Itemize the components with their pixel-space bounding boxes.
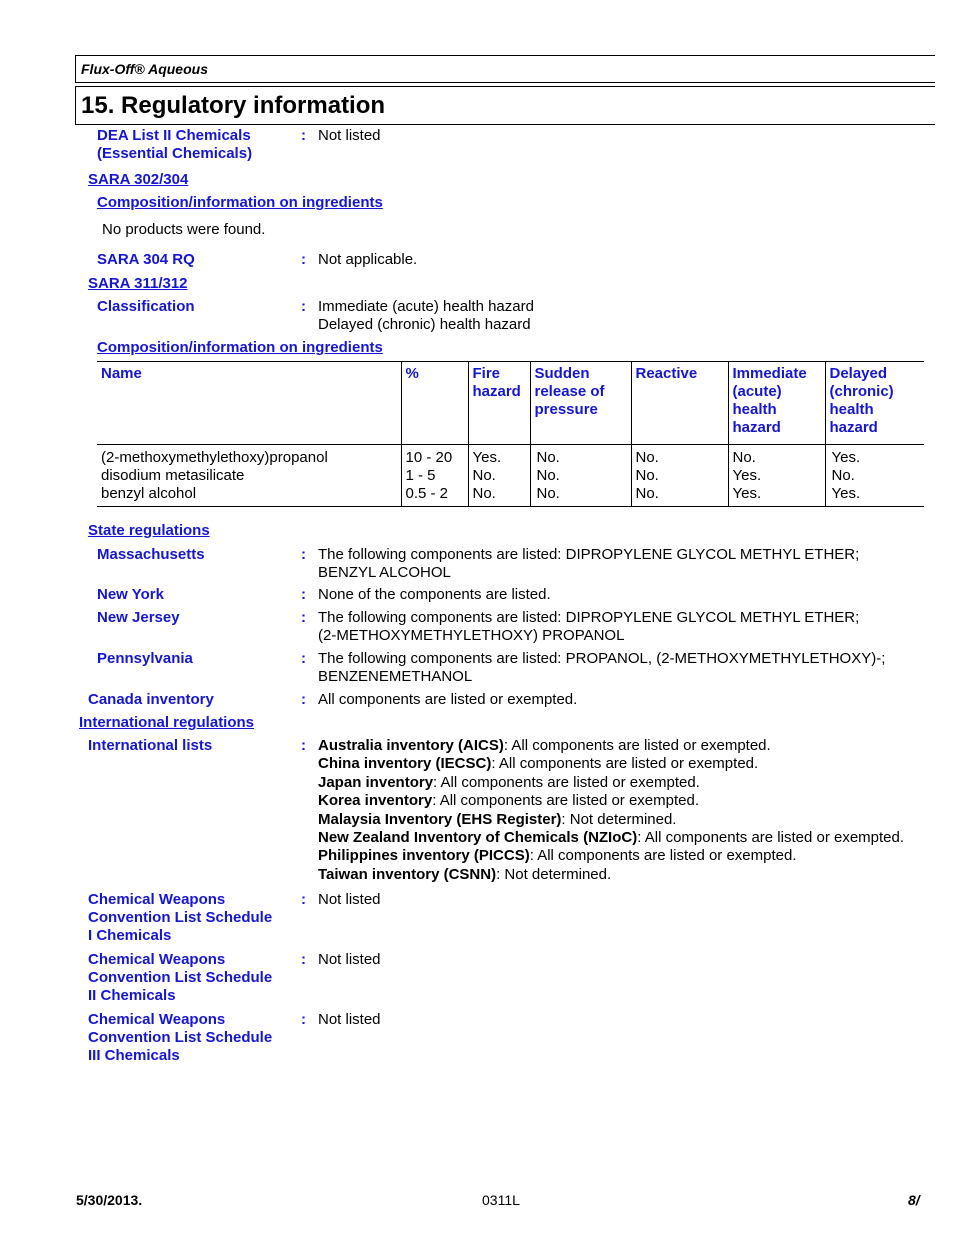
intl-item-value: : All components are listed or exempted. (503, 737, 771, 754)
cwc1-line3: I Chemicals (88, 927, 172, 944)
row1-sudden: No. (536, 467, 560, 484)
canada-inventory-label: Canada inventory (88, 691, 214, 708)
intl-item-name: Korea inventory (318, 792, 433, 810)
newyork-label: New York (97, 586, 164, 603)
classification-line2: Delayed (chronic) health hazard (318, 316, 531, 333)
row2-immediate: Yes. (732, 485, 762, 502)
intl-item (318, 792, 904, 810)
row2-sudden: No. (536, 485, 560, 502)
sara-304-rq-colon: : (301, 251, 306, 268)
dea-colon: : (301, 127, 306, 144)
international-lists-value (318, 737, 904, 884)
sudden-h2: release of (534, 383, 605, 400)
row1-percent: 1 - 5 (405, 467, 436, 484)
col-fire-header (468, 362, 530, 445)
cwc-schedule-1-label (88, 891, 272, 945)
international-regulations-heading[interactable]: International regulations (79, 714, 255, 731)
dea-label-line1: DEA List II Chemicals (97, 127, 251, 144)
row1-delayed: No. (831, 467, 855, 484)
newjersey-line1: The following components are listed: DIPROPYLENE GLYCOL METHYL ETHER; (318, 609, 860, 626)
fire-h2: hazard (472, 383, 521, 400)
row0-immediate: No. (732, 449, 756, 466)
immediate-h4: hazard (732, 419, 781, 436)
state-regulations-heading[interactable]: State regulations (88, 522, 210, 539)
section-title: 15. Regulatory information (81, 92, 386, 119)
delayed-h3: health (829, 401, 874, 418)
col-reactive-header: Reactive (631, 362, 728, 445)
sara-304-rq-value: Not applicable. (318, 251, 418, 268)
intl-item (318, 755, 904, 773)
no-products-text: No products were found. (102, 221, 266, 238)
cell-immediate (728, 445, 825, 507)
hazard-table-header-row (97, 362, 924, 445)
intl-item-value: : All components are listed or exempted. (637, 829, 905, 847)
row1-name: disodium metasilicate (101, 467, 245, 484)
intl-item-value: : All components are listed or exempted. (491, 755, 759, 773)
intl-item (318, 774, 904, 792)
row1-fire: No. (472, 467, 496, 484)
cell-percent (401, 445, 468, 507)
immediate-h3: health (732, 401, 777, 418)
classification-colon: : (301, 298, 306, 315)
intl-item (318, 847, 904, 865)
product-name: Flux-Off® Aqueous (81, 61, 208, 77)
canada-colon: : (301, 691, 306, 708)
massachusetts-value (318, 546, 859, 582)
cwc-schedule-3-label (88, 1011, 272, 1065)
dea-label-line2: (Essential Chemicals) (97, 145, 253, 162)
col-delayed-header (825, 362, 924, 445)
cell-name (97, 445, 401, 507)
cwc3-line1: Chemical Weapons (88, 1011, 226, 1028)
row1-immediate: Yes. (732, 467, 762, 484)
sara-311-composition-heading[interactable]: Composition/information on ingredients (97, 339, 383, 356)
canada-inventory-value: All components are listed or exempted. (318, 691, 578, 708)
cwc-schedule-2-label (88, 951, 272, 1005)
intl-item (318, 737, 904, 755)
classification-line1: Immediate (acute) health hazard (318, 298, 534, 315)
intl-item (318, 866, 904, 884)
cwc3-line2: Convention List Schedule (88, 1029, 273, 1046)
massachusetts-colon: : (301, 546, 306, 563)
newjersey-line2: (2-METHOXYMETHYLETHOXY) PROPANOL (318, 627, 625, 644)
pennsylvania-value (318, 650, 885, 686)
intl-item-value: : All components are listed or exempted. (529, 847, 797, 865)
dea-label (97, 127, 252, 163)
cell-fire (468, 445, 530, 507)
dea-value: Not listed (318, 127, 381, 144)
cwc3-line3: III Chemicals (88, 1047, 180, 1064)
sara-302-heading[interactable]: SARA 302/304 (88, 171, 189, 188)
col-immediate-header (728, 362, 825, 445)
intl-item-name: Japan inventory (318, 773, 434, 791)
delayed-h2: (chronic) (829, 383, 894, 400)
row2-delayed: Yes. (831, 485, 861, 502)
cwc2-line3: II Chemicals (88, 987, 176, 1004)
hazard-table (97, 361, 924, 507)
sudden-h3: pressure (534, 401, 598, 418)
cwc2-line1: Chemical Weapons (88, 951, 226, 968)
intl-item-name: China inventory (IECSC) (318, 755, 492, 773)
fire-h1: Fire (472, 365, 501, 382)
immediate-h1: Immediate (732, 365, 807, 382)
product-header (75, 55, 935, 83)
intl-item-name: Australia inventory (AICS) (318, 737, 504, 754)
row2-fire: No. (472, 485, 496, 502)
cell-delayed (825, 445, 924, 507)
row0-delayed: Yes. (831, 449, 861, 466)
delayed-h4: hazard (829, 419, 878, 436)
delayed-h1: Delayed (829, 365, 888, 382)
pennsylvania-line1: The following components are listed: PROPANOL, (2-METHOXYMETHYLETHOXY)-; (318, 650, 886, 667)
cell-reactive (631, 445, 728, 507)
row2-reactive: No. (635, 485, 659, 502)
classification-label: Classification (97, 298, 195, 315)
intl-item-value: : Not determined. (561, 810, 677, 828)
table-row (97, 445, 924, 507)
col-sudden-header (530, 362, 631, 445)
international-lists-colon: : (301, 737, 306, 754)
cwc1-line1: Chemical Weapons (88, 891, 226, 908)
cell-sudden (530, 445, 631, 507)
intl-item-value: : All components are listed or exempted. (432, 792, 700, 810)
row1-reactive: No. (635, 467, 659, 484)
footer-page-number: 8/ (908, 1192, 920, 1208)
intl-item (318, 829, 904, 847)
section-header (75, 86, 935, 125)
cwc-schedule-2-value: Not listed (318, 951, 381, 968)
immediate-h2: (acute) (732, 383, 782, 400)
row0-sudden: No. (536, 449, 560, 466)
classification-value (318, 298, 534, 334)
massachusetts-label: Massachusetts (97, 546, 205, 563)
row0-name: (2-methoxymethylethoxy)propanol (101, 449, 328, 466)
col-name-header: Name (97, 362, 401, 445)
row0-percent: 10 - 20 (405, 449, 453, 466)
massachusetts-line1: The following components are listed: DIPROPYLENE GLYCOL METHYL ETHER; (318, 546, 860, 563)
intl-item-name: Philippines inventory (PICCS) (318, 847, 530, 865)
row2-name: benzyl alcohol (101, 485, 197, 502)
pennsylvania-colon: : (301, 650, 306, 667)
sudden-h1: Sudden (534, 365, 590, 382)
newyork-colon: : (301, 586, 306, 603)
intl-item (318, 811, 904, 829)
cwc1-line2: Convention List Schedule (88, 909, 273, 926)
massachusetts-line2: BENZYL ALCOHOL (318, 564, 451, 581)
col-percent-header: % (401, 362, 468, 445)
cwc-schedule-3-value: Not listed (318, 1011, 381, 1028)
row2-percent: 0.5 - 2 (405, 485, 449, 502)
pennsylvania-label: Pennsylvania (97, 650, 193, 667)
cwc-schedule-3-colon: : (301, 1011, 306, 1028)
footer-date: 5/30/2013. (76, 1192, 143, 1208)
newjersey-value (318, 609, 859, 645)
newyork-value: None of the components are listed. (318, 586, 551, 603)
cwc2-line2: Convention List Schedule (88, 969, 273, 986)
intl-item-value: : Not determined. (496, 865, 612, 883)
newjersey-label: New Jersey (97, 609, 180, 626)
row0-reactive: No. (635, 449, 659, 466)
international-lists-label: International lists (88, 737, 213, 754)
cwc-schedule-1-colon: : (301, 891, 306, 908)
intl-item-name: Taiwan inventory (CSNN) (318, 865, 497, 883)
cwc-schedule-1-value: Not listed (318, 891, 381, 908)
footer-code: 0311L (482, 1192, 520, 1208)
row0-fire: Yes. (472, 449, 502, 466)
sara-302-composition-heading[interactable]: Composition/information on ingredients (97, 194, 383, 211)
sara-304-rq-label: SARA 304 RQ (97, 251, 195, 268)
newjersey-colon: : (301, 609, 306, 626)
pennsylvania-line2: BENZENEMETHANOL (318, 668, 473, 685)
cwc-schedule-2-colon: : (301, 951, 306, 968)
intl-item-name: New Zealand Inventory of Chemicals (NZIoC) (318, 829, 638, 847)
intl-item-value: : All components are listed or exempted. (433, 773, 700, 791)
sara-311-heading[interactable]: SARA 311/312 (88, 275, 188, 292)
intl-item-name: Malaysia Inventory (EHS Register) (318, 810, 562, 828)
